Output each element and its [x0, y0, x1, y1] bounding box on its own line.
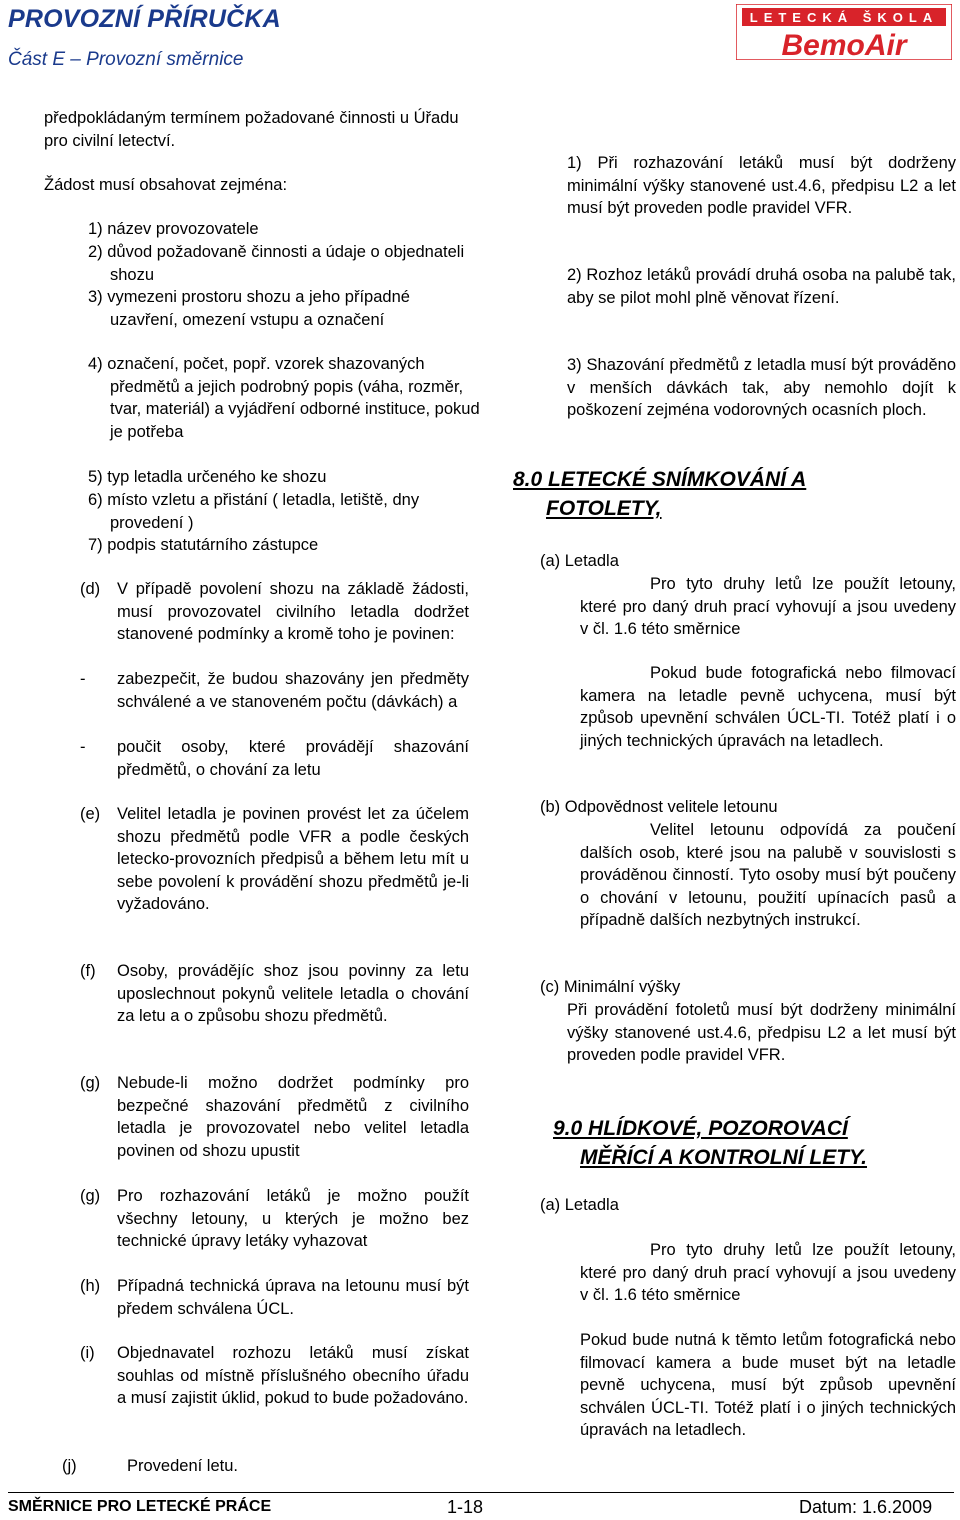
- section-8c-heading: (c) Minimální výšky: [540, 978, 681, 996]
- section-9a-heading: (a) Letadla: [540, 1196, 619, 1214]
- request-item-5: 5) typ letadla určeného ke shozu: [88, 468, 327, 486]
- section-8a-heading: (a) Letadla: [540, 552, 619, 570]
- dash-item-2: poučit osoby, které provádějí shazování předmětů, o chování za letu: [117, 738, 469, 779]
- footer-date: Datum: 1.6.2009: [799, 1497, 933, 1517]
- item-f-text: Osoby, provádějíc shoz jsou povinny za letu uposlechnout pokynů velitele letadla o chování za letu a o způsobu shozu předmětů.: [117, 962, 469, 1025]
- right-item-3: 3) Shazování předmětů z letadla musí být prováděno v menších dávkách tak, aby nemohlo dojít k poškození zejména vodorovných ocasních ploch.: [567, 356, 956, 419]
- item-i-text: Objednavatel rozhozu letáků musí získat souhlas od místně příslušného obecního úřadu a musí zajistit úklid, pokud to bude požadováno.: [117, 1344, 469, 1407]
- request-item-3: 3) vymezeni prostoru shozu a jeho případné uzavření, omezení vstupu a označení: [88, 288, 410, 329]
- section-9a-paragraph-2: Pokud bude nutná k těmto letům fotografická nebo filmovací kamera a bude muset být na letadle pevně uchycena, musí být způsob upevnění schválen ÚCL-TI. Totéž platí i o jiných technických úpravách na letadlech.: [580, 1331, 956, 1439]
- dash-marker-2: -: [80, 738, 86, 756]
- item-g2-text: Pro rozhazování letáků je možno použít všechny letouny, u kterých je možno bez technické úpravy letáky vyhazovat: [117, 1187, 469, 1250]
- item-d-text: V případě povolení shozu na základě žádosti, musí provozovatel civilního letadla dodržet stanovené podmínky a kromě toho je povinen:: [117, 580, 469, 643]
- request-heading: Žádost musí obsahovat zejména:: [44, 176, 288, 194]
- item-g2-marker: (g): [80, 1187, 101, 1205]
- section-8b-heading: (b) Odpovědnost velitele letounu: [540, 798, 778, 816]
- right-item-1: 1) Při rozhazování letáků musí být dodrženy minimální výšky stanovené ust.4.6, předpisu L2 a let musí být proveden podle pravidel VFR.: [567, 154, 956, 217]
- right-item-2: 2) Rozhoz letáků provádí druhá osoba na palubě tak, aby se pilot mohl plně věnovat řízení.: [567, 266, 956, 307]
- dash-marker-1: -: [80, 670, 86, 688]
- item-i-marker: (i): [80, 1344, 95, 1362]
- bemoair-logo: [736, 4, 952, 60]
- footer-page-number: 1-18: [447, 1497, 484, 1517]
- section-8a-paragraph-1: Pro tyto druhy letů lze použít letouny, které pro daný druh prací vyhovují a jsou uvedeny v čl. 1.6 této směrnice: [580, 575, 956, 638]
- request-item-4: 4) označení, počet, popř. vzorek shazovaných předmětů a jejich podrobný popis (váha, rozměr, tvar, materiál) a vyjádření odborné instituce, pokud je potřeba: [88, 355, 480, 441]
- section-8-heading-line2: FOTOLETY,: [546, 497, 662, 520]
- section-8a-paragraph-2: Pokud bude fotografická nebo filmovací kamera na letadle pevně uchycena, musí být způsob upevnění schválen ÚCL-TI. Totéž platí i o jiných technických úpravách na letadlech.: [580, 664, 956, 750]
- item-e-text: Velitel letadla je povinen provést let za účelem shozu předmětů podle VFR a podle českých letecko-provozních předpisů a během letu mít u sebe povolení k provádění shozu předmětů je-li vyžadováno.: [117, 805, 469, 913]
- section-9-heading-line1: 9.0 HLÍDKOVÉ, POZOROVACÍ: [553, 1117, 848, 1140]
- request-item-7: 7) podpis statutárního zástupce: [88, 536, 319, 554]
- section-9-heading-line2: MĚŘÍCÍ A KONTROLNÍ LETY.: [580, 1146, 868, 1169]
- item-h-marker: (h): [80, 1277, 101, 1295]
- item-g1-marker: (g): [80, 1074, 101, 1092]
- section-8c-paragraph: Při provádění fotoletů musí být dodrženy minimální výšky stanovené ust.4.6, předpisu L2 a let musí být proveden podle pravidel VFR.: [567, 1001, 956, 1064]
- section-9a-paragraph-1: Pro tyto druhy letů lze použít letouny, které pro daný druh prací vyhovují a jsou uvedeny v čl. 1.6 této směrnice: [580, 1241, 956, 1304]
- dash-item-1: zabezpečit, že budou shazovány jen předměty schválené a ve stanoveném počtu (dávkách) a: [117, 670, 469, 711]
- section-8b-paragraph: Velitel letounu odpovídá za poučení dalších osob, které jsou na palubě v souvislosti s prováděnou činností. Tyto osoby musí být poučeny o chování v letounu, použití upínacích pasů a případně dalších nezbytných instrukcí.: [580, 821, 956, 929]
- item-d-marker: (d): [80, 580, 101, 598]
- request-item-6: 6) místo vzletu a přistání ( letadla, letiště, dny provedení ): [88, 491, 420, 532]
- document-subtitle: Část E – Provozní směrnice: [8, 49, 244, 70]
- document-title: PROVOZNÍ PŘÍRUČKA: [8, 5, 281, 33]
- item-f-marker: (f): [80, 962, 96, 980]
- request-item-2: 2) důvod požadovaně činnosti a údaje o objednateli shozu: [88, 243, 465, 284]
- item-g1-text: Nebude-li možno dodržet podmínky pro bezpečné shazování předmětů z civilního letadla je provozovatel nebo velitel letadla povinen od shozu upustit: [117, 1074, 469, 1160]
- item-h-text: Případná technická úprava na letounu musí být předem schválena ÚCL.: [117, 1277, 469, 1318]
- logo-main-text: BemoAir: [781, 29, 907, 60]
- logo-top-text: LETECKÁ ŠKOLA: [749, 10, 939, 25]
- item-e-marker: (e): [80, 805, 101, 823]
- item-j-text: Provedení letu.: [127, 1457, 238, 1475]
- footer-section-name: SMĚRNICE PRO LETECKÉ PRÁCE: [8, 1498, 272, 1515]
- section-8-heading-line1: 8.0 LETECKÉ SNÍMKOVÁNÍ A: [513, 468, 807, 491]
- item-j-marker: (j): [62, 1457, 77, 1475]
- footer-divider: [8, 1492, 954, 1493]
- intro-paragraph: předpokládaným termínem požadované činnosti u Úřadu pro civilní letectví.: [44, 109, 459, 150]
- request-item-1: 1) název provozovatele: [88, 220, 259, 238]
